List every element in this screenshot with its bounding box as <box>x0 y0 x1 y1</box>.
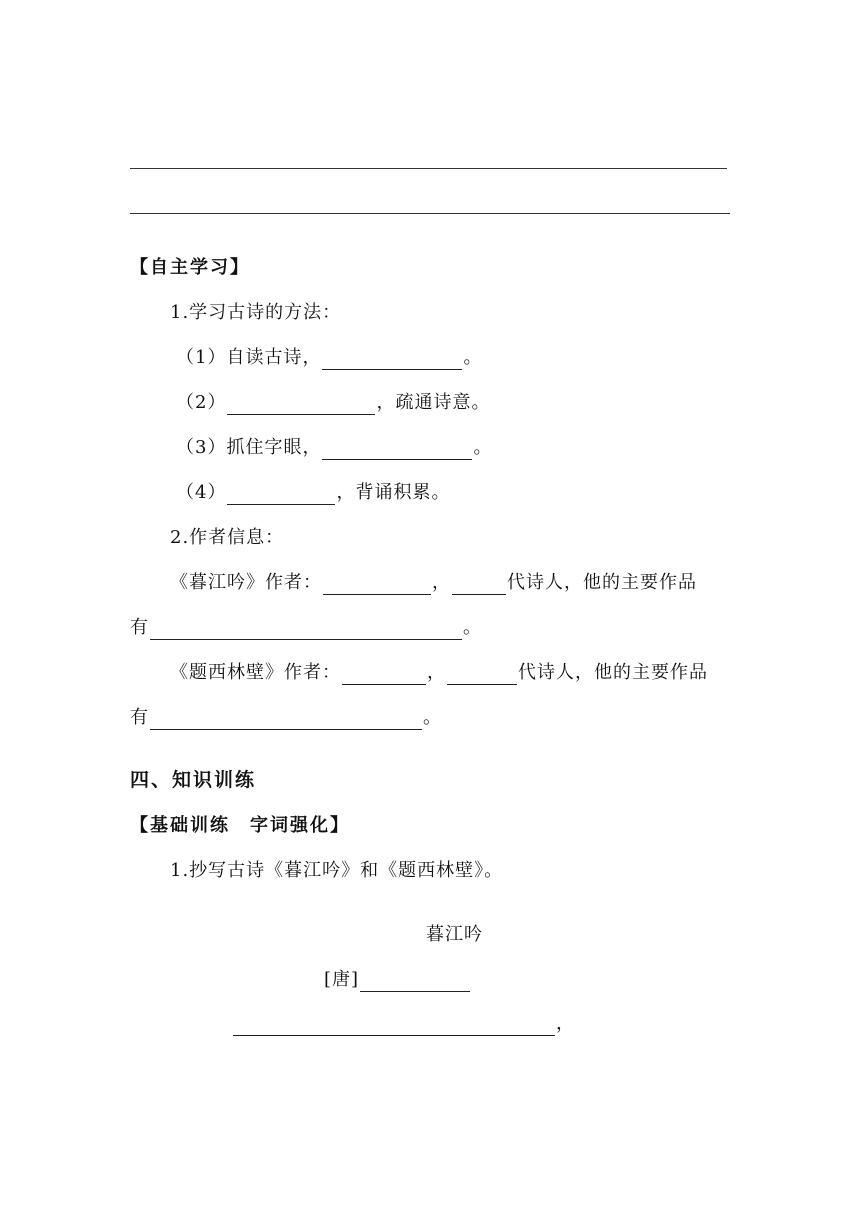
poem-title: 暮江吟 <box>426 924 483 945</box>
poem1-dynasty-blank[interactable] <box>452 574 506 595</box>
method-item-3-blank[interactable] <box>322 439 472 460</box>
poem2-sep: ， <box>427 662 446 683</box>
method-item-2-text: （2） <box>176 392 227 413</box>
method-item-2-end: ，疏通诗意。 <box>376 392 491 413</box>
method-item-1 <box>176 346 482 370</box>
rule-line-2 <box>130 213 730 214</box>
method-item-1-text: （1）自读古诗， <box>176 347 322 368</box>
rule-line-1 <box>130 168 727 169</box>
method-item-4-text: （4） <box>176 482 227 503</box>
poem-dynasty-line <box>324 968 471 992</box>
poem-author-blank[interactable] <box>360 971 470 992</box>
poem-copy-line <box>232 1012 575 1036</box>
method-item-4 <box>176 481 450 505</box>
method-item-3-end: 。 <box>473 437 493 458</box>
poem1-sep: ， <box>432 572 451 593</box>
methods-question: 1.学习古诗的方法： <box>170 302 342 323</box>
poem2-author-label: 《题西林壁》作者： <box>170 662 341 683</box>
poem2-works-line <box>130 706 442 730</box>
method-item-2-blank[interactable] <box>227 394 375 415</box>
basic-training-heading: 【基础训练 字词强化】 <box>130 815 350 836</box>
poem1-author-label: 《暮江吟》作者： <box>170 572 322 593</box>
method-item-3-text: （3）抓住字眼， <box>176 437 322 458</box>
method-item-1-blank[interactable] <box>322 349 462 370</box>
poem2-dynasty-blank[interactable] <box>447 664 517 685</box>
method-item-3 <box>176 436 492 460</box>
poem2-author-blank[interactable] <box>342 664 426 685</box>
poem1-author-line <box>170 571 697 595</box>
poem1-works-line <box>130 616 482 640</box>
self-study-heading: 【自主学习】 <box>130 257 250 278</box>
method-item-4-end: ，背诵积累。 <box>336 482 451 503</box>
method-item-4-blank[interactable] <box>227 484 335 505</box>
poem-dynasty: [唐] <box>324 969 360 990</box>
poem2-works-blank[interactable] <box>150 709 422 730</box>
poem2-works-label: 有 <box>130 707 149 728</box>
poem-copy-comma: ， <box>556 1013 575 1034</box>
poem2-end: 。 <box>423 707 442 728</box>
poem1-end: 。 <box>463 617 482 638</box>
section-four-heading: 四、知识训练 <box>130 769 257 791</box>
poem1-author-blank[interactable] <box>323 574 431 595</box>
method-item-1-end: 。 <box>463 347 483 368</box>
method-item-2 <box>176 391 490 415</box>
poem2-mid: 代诗人，他的主要作品 <box>518 662 708 683</box>
author-question: 2.作者信息： <box>170 527 285 548</box>
copy-poems-task: 1.抄写古诗《暮江吟》和《题西林壁》。 <box>170 860 504 881</box>
poem2-author-line <box>170 661 708 685</box>
poem1-works-label: 有 <box>130 617 149 638</box>
poem1-works-blank[interactable] <box>150 619 462 640</box>
poem-copy-blank[interactable] <box>233 1015 555 1036</box>
poem1-mid: 代诗人，他的主要作品 <box>507 572 697 593</box>
